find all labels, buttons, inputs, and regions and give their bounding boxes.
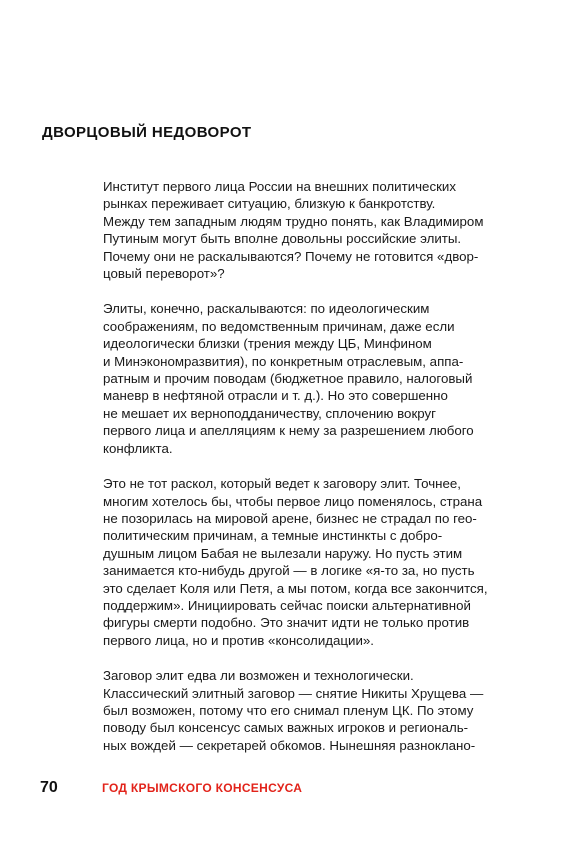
text-line: Это не тот раскол, который ведет к заговору элит. Точнее, bbox=[103, 476, 461, 492]
text-line: был возможен, потому что его снимал пленум ЦК. По этому bbox=[103, 702, 474, 718]
text-line: цовый переворот»? bbox=[103, 266, 225, 282]
paragraph-3 bbox=[103, 475, 523, 649]
text-line: фигуры смерти подобно. Это значит идти не только против bbox=[103, 615, 470, 631]
text-line: политическим причинам, а темные инстинкты с добро- bbox=[103, 528, 443, 544]
text-line: рынках переживает ситуацию, близкую к банкротству. bbox=[103, 196, 436, 212]
paragraph-4 bbox=[103, 667, 523, 754]
text-line: конфликта. bbox=[103, 440, 173, 456]
text-line: Классический элитный заговор — снятие Никиты Хрущева — bbox=[103, 685, 484, 701]
paragraph-1 bbox=[103, 178, 523, 282]
text-line: Путиным могут быть вполне довольны российские элиты. bbox=[103, 231, 462, 247]
body-text bbox=[103, 178, 523, 772]
chapter-title: ДВОРЦОВЫЙ НЕДОВОРОТ bbox=[42, 124, 252, 141]
page-number: 70 bbox=[40, 779, 58, 796]
paragraph-2 bbox=[103, 300, 523, 457]
text-line: поддержим». Инициировать сейчас поиски альтернативной bbox=[103, 597, 471, 613]
page-footer bbox=[40, 778, 302, 798]
text-line: Заговор элит едва ли возможен и технологически. bbox=[103, 668, 414, 684]
text-line: Между тем западным людям трудно понять, как Владимиром bbox=[103, 213, 484, 229]
text-line: Элиты, конечно, раскалываются: по идеологическим bbox=[103, 301, 430, 317]
text-line: идеологически близки (трения между ЦБ, Минфином bbox=[103, 336, 432, 352]
text-line: это сделает Коля или Петя, а мы потом, когда все закончится, bbox=[103, 580, 488, 596]
text-line: Институт первого лица России на внешних политических bbox=[103, 179, 456, 194]
text-line: маневр в нефтяной отрасли и т. д.). Но это совершенно bbox=[103, 388, 448, 404]
text-line: соображениям, по ведомственным причинам, даже если bbox=[103, 318, 455, 334]
text-line: первого лица, но и против «консолидации». bbox=[103, 632, 374, 648]
text-line: и Минэкономразвития), по конкретным отраслевым, аппа- bbox=[103, 353, 464, 369]
text-line: ратным и прочим поводам (бюджетное правило, налоговый bbox=[103, 371, 473, 387]
text-line: не позорилась на мировой арене, бизнес не страдал по гео- bbox=[103, 510, 477, 526]
text-line: занимается кто-нибудь другой — в логике «я-то за, но пусть bbox=[103, 563, 475, 579]
text-line: поводу был консенсус самых важных игроков и региональ- bbox=[103, 720, 469, 736]
text-line: многим хотелось бы, чтобы первое лицо поменялось, страна bbox=[103, 493, 483, 509]
text-line: первого лица и апелляциям к нему за разрешением любого bbox=[103, 423, 474, 439]
text-line: не мешает их верноподданичеству, сплочению вокруг bbox=[103, 405, 436, 421]
text-line: душным лицом Бабая не вылезали наружу. Но пусть этим bbox=[103, 545, 463, 561]
text-line: ных вождей — секретарей обкомов. Нынешняя разноклано- bbox=[103, 737, 476, 753]
text-line: Почему они не раскалываются? Почему не готовится «двор- bbox=[103, 248, 479, 264]
running-title: ГОД КРЫМСКОГО КОНСЕНСУСА bbox=[102, 781, 303, 795]
